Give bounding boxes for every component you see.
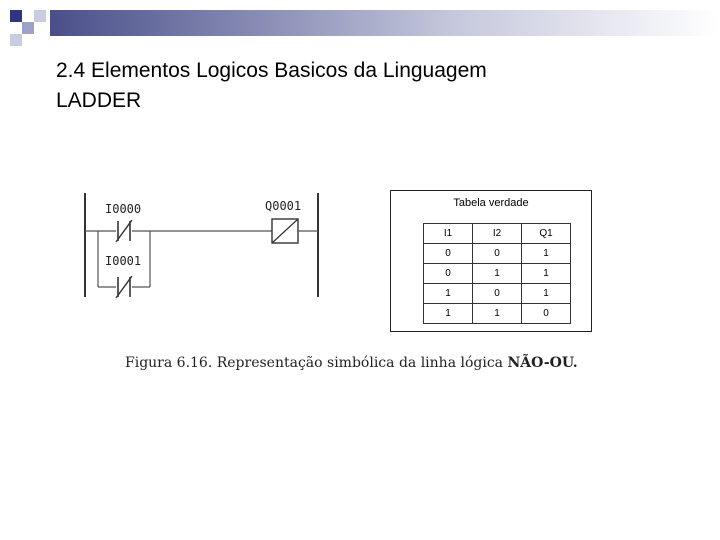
decor-square [22, 22, 34, 34]
slide-title-line1: 2.4 Elementos Logicos Basicos da Linguagem [56, 59, 487, 82]
coil-label: Q0001 [265, 199, 302, 213]
truth-table-cell: 0 [473, 284, 522, 304]
slide-title [56, 56, 656, 116]
truth-table-cell: 1 [473, 264, 522, 284]
truth-table [423, 223, 571, 324]
truth-table-cell: 0 [473, 244, 522, 264]
header-gradient-bar [50, 10, 720, 36]
caption-text: Figura 6.16. Representação simbólica da linha lógica [125, 355, 508, 371]
truth-table-cell: 1 [522, 284, 571, 304]
ladder-diagram [80, 185, 380, 315]
truth-table-cell: 1 [522, 264, 571, 284]
truth-table-header: Q1 [522, 224, 571, 244]
decor-square [10, 10, 22, 22]
truth-table-cell: 1 [473, 304, 522, 324]
caption-end: . [572, 355, 578, 371]
contact2-label: I0001 [105, 254, 142, 268]
decor-square [10, 34, 22, 46]
truth-table-cell: 1 [424, 284, 473, 304]
contact1-label: I0000 [105, 202, 142, 216]
truth-table-cell: 0 [522, 304, 571, 324]
slide-title-line2: LADDER [56, 89, 142, 112]
truth-table-header: I2 [473, 224, 522, 244]
truth-table-row [424, 304, 571, 324]
truth-table-box [390, 190, 592, 332]
truth-table-cell: 0 [424, 264, 473, 284]
truth-table-header: I1 [424, 224, 473, 244]
truth-table-cell: 0 [424, 244, 473, 264]
truth-table-cell: 1 [424, 304, 473, 324]
truth-table-row [424, 284, 571, 304]
caption-bold: NÃO-OU [507, 355, 573, 371]
truth-table-row [424, 264, 571, 284]
truth-table-cell: 1 [522, 244, 571, 264]
truth-table-row [424, 244, 571, 264]
truth-table-header-row [424, 224, 571, 244]
decor-square [34, 10, 46, 22]
truth-table-title: Tabela verdade [453, 197, 529, 209]
figure-caption [125, 355, 605, 371]
header-decoration [0, 0, 720, 45]
